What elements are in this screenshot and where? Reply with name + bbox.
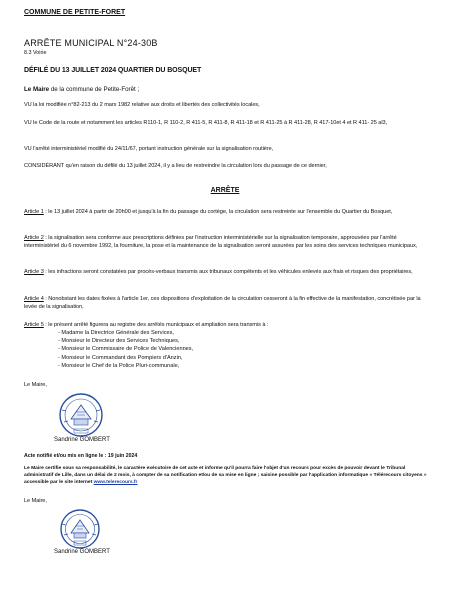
signatory-name: Sandrine GOMBERT <box>54 437 110 443</box>
article-4-label: Article 4 <box>24 296 44 302</box>
le-maire-label: Le Maire, <box>24 498 47 504</box>
article-2 <box>24 234 428 250</box>
commune-heading: COMMUNE DE PETITE-FORET <box>24 9 126 16</box>
voirie-code: 8.3 Voirie <box>24 50 47 56</box>
considerant-1: VU la loi modifiée n°82-213 du 2 mars 1982 relative aux droits et libertés des collectivités locales, <box>24 102 260 108</box>
arrete-heading: ARRÊTE <box>210 187 240 194</box>
article-5-label: Article 5 <box>24 322 44 328</box>
document-subject: DÉFILÉ DU 13 JUILLET 2024 QUARTIER DU BOSQUET <box>24 67 202 74</box>
list-item: - Monsieur le Commandant des Pompiers d'Anzin, <box>58 354 183 361</box>
considerant-2: VU le Code de la route et notamment les articles R110-1, R 110-2, R 411-5, R 411-8, R 411-18 et R 411-25 à R 411-28, R 417-10et 4 et R 411- 25 al3, <box>24 120 388 126</box>
mairie-seal-icon <box>56 392 106 438</box>
maire-intro-rest: de la commune de Petite-Forêt ; <box>49 86 140 93</box>
notification-date: Acte notifié et/ou mis en ligne le : 19 juin 2024 <box>24 453 138 459</box>
article-1 <box>24 208 428 216</box>
mairie-seal-icon <box>55 508 105 550</box>
article-3 <box>24 268 428 276</box>
list-item: - Monsieur le Commissaire de Police de Valenciennes, <box>58 346 194 353</box>
telerecours-link[interactable]: www.telerecours.fr <box>93 480 138 485</box>
recours-notice <box>24 465 428 486</box>
le-maire-label: Le Maire, <box>24 382 47 388</box>
article-1-label: Article 1 <box>24 209 44 215</box>
article-4 <box>24 295 428 311</box>
maire-intro <box>24 86 428 93</box>
list-item: - Monsieur le Directeur des Services Techniques, <box>58 338 180 345</box>
article-1-text: : le 13 juillet 2024 à partir de 20h00 et jusqu'à la fin du passage du cortège, la circulation sera restreinte sur l'ensemble du Quartier du Bosquet, <box>43 209 393 215</box>
signatory-name: Sandrine GOMBERT <box>54 549 110 555</box>
list-item: - Monsieur le Chef de la Police Pluri-communale, <box>58 362 180 369</box>
article-2-text: : la signalisation sera conforme aux prescriptions définies par l'instruction interministérielle sur la signalisation temporaire, approuvées par l'arrêté interministériel du 6 novembre 1992, la fourniture, la pose et la maintenance de la signalisation seront assurées par les soins des services techniques municipaux, <box>24 235 418 249</box>
article-4-text: : Nonobstant les dates fixées à l'article 1er, ces dispositions d'exploitation de la circulation cesseront à la fin effective de la manifestation, concrétisée par la levée de la signalisation, <box>24 296 421 310</box>
list-item: - Madame la Directrice Générale des Services, <box>58 330 174 336</box>
article-2-label: Article 2 <box>24 235 44 241</box>
considerant-4: CONSIDÉRANT qu'en raison du défilé du 13 juillet 2024, il y a lieu de restreindre la circulation lors du passage de ce dernier, <box>24 163 327 169</box>
article-5 <box>24 321 428 329</box>
considerant-3: VU l'arrêté interministériel modifié du 24/11/67, portant instruction générale sur la signalisation routière, <box>24 146 274 152</box>
article-3-label: Article 3 <box>24 269 44 275</box>
recours-text: Le Maire certifie sous sa responsabilité, le caractère exécutoire de cet acte et informe qu'il pourra faire l'objet d'un recours pour excès de pouvoir devant le Tribunal administratif de Lille, dans un délai de 2 mois, à compter de sa notification et/ou de sa mise en ligne ; saisine possible par l'application informatique « Télérecours citoyens » accessible par le site internet <box>24 466 427 485</box>
ampliation-list <box>58 329 430 370</box>
article-5-text: : le présent arrêté figurera au registre des arrêtés municipaux et ampliation sera transmis à : <box>43 322 269 328</box>
article-3-text: : les infractions seront constatées par procès-verbaux transmis aux tribunaux compétents et les véhicules enlevés aux frais et risques des propriétaires, <box>43 269 413 275</box>
arrete-number: ARRÊTE MUNICIPAL N°24-30B <box>24 38 158 48</box>
maire-intro-bold: Le Maire <box>24 86 50 93</box>
